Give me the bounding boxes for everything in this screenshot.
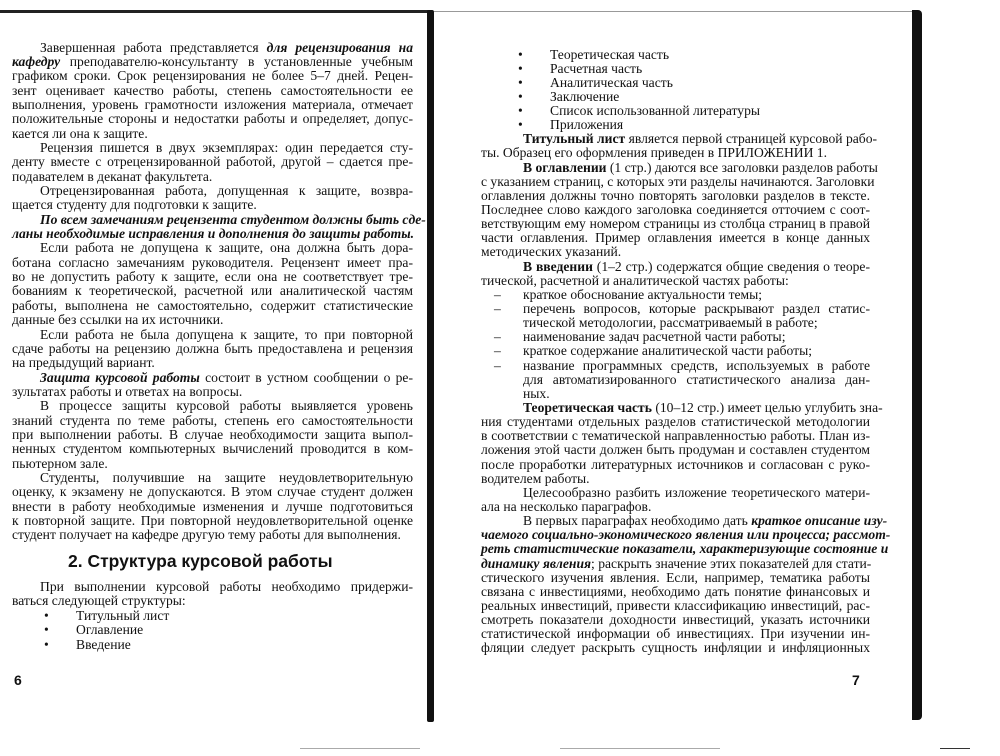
text-segment: щается студенту для подготовки к защите. <box>12 197 257 212</box>
emphasized-text: реть статистические показатели, характеризующие состояние и <box>481 541 889 556</box>
text-segment: тической, расчетной и аналитической частях работы: <box>481 273 789 288</box>
text-line <box>12 68 413 83</box>
text-segment: Если работа не допущена к защите, она должна быть дора- <box>40 240 413 255</box>
text-segment: (10–12 стр.) имеет целью углубить зна- <box>651 400 883 415</box>
text-segment: оглавления должны точно повторять заголовки разделов в тексте. <box>481 188 870 203</box>
text-line <box>12 83 413 98</box>
text-segment: пьютерном зале. <box>12 456 108 471</box>
text-line <box>40 183 413 198</box>
text-segment: студент получает на кафедре другую тему работы для выполнения. <box>12 527 401 542</box>
text-line <box>12 255 413 270</box>
text-line <box>40 240 413 255</box>
text-segment: оценку, к экзамену не допускаются. В этом случае студент должен <box>12 484 413 499</box>
text-segment: ала на несколько параграфов. <box>481 499 652 514</box>
text-line <box>12 197 413 212</box>
text-segment: положительные стороны и недостатки работы и определяет, допус- <box>12 111 413 126</box>
page-number: 6 <box>14 672 22 688</box>
text-segment: ваться следующей структуры: <box>12 593 186 608</box>
text-line <box>12 283 413 298</box>
text-segment: стического изучения явления. Если, например, тематика работы <box>481 570 870 585</box>
text-segment: реальных инвестиций, привести классификацию инвестиций, рас- <box>481 598 870 613</box>
text-segment: ненных студентом компьютерных вычислений проводится в ком- <box>12 441 413 456</box>
text-line <box>481 598 870 613</box>
bullet-icon: • <box>518 117 523 132</box>
text-line <box>12 298 413 313</box>
text-segment: Аналитическая часть <box>550 75 673 90</box>
text-segment: В первых параграфах необходимо дать <box>523 513 752 528</box>
text-line <box>481 570 870 585</box>
text-line <box>481 541 889 556</box>
emphasized-text: Титульный лист <box>523 131 626 146</box>
text-segment: ных. <box>523 386 550 401</box>
text-line <box>12 154 413 169</box>
bullet-icon: • <box>44 622 49 637</box>
text-segment: денту вместе с отрецензированной работой, другой – сдается пре- <box>12 154 413 169</box>
text-line <box>523 160 878 175</box>
text-segment: В процессе защиты курсовой работы выявляется уровень <box>40 398 413 413</box>
bullet-icon: • <box>44 608 49 623</box>
section-heading: 2. Структура курсовой работы <box>68 551 333 571</box>
list-item <box>494 358 870 373</box>
text-segment: Приложения <box>550 117 624 132</box>
text-segment: ния студентами отдельных разделов статистической методологии <box>481 414 870 429</box>
text-line <box>40 212 426 227</box>
list-item <box>518 103 870 118</box>
text-segment: смотреть показатели доходности инвестиций, указать источники <box>481 612 870 627</box>
text-line <box>481 457 870 472</box>
emphasized-text: В введении <box>523 259 593 274</box>
text-segment: подавателем в деканат факультета. <box>12 169 213 184</box>
text-line <box>12 169 413 184</box>
text-segment: кается ли она к защите. <box>12 126 148 141</box>
text-line <box>481 273 870 288</box>
text-line <box>12 226 413 241</box>
text-segment: Титульный лист <box>76 608 170 623</box>
text-line <box>523 386 870 401</box>
dash-icon: – <box>494 343 501 358</box>
text-segment: Список использованной литературы <box>550 103 761 118</box>
text-segment: бованиям к теоретической, расчетной или аналитической частям <box>12 283 413 298</box>
text-segment: фляции следует раскрыть сущность инфляции и инфляционных <box>481 640 870 655</box>
bullet-icon: • <box>518 61 523 76</box>
text-line <box>523 372 870 387</box>
text-segment: является первой страницей курсовой рабо- <box>625 131 878 146</box>
page-number: 7 <box>852 672 860 688</box>
text-line <box>481 584 870 599</box>
text-segment: Завершенная работа представляется <box>40 40 267 55</box>
text-segment: при выполнении работы. В случае необходимости защита выпол- <box>12 427 413 442</box>
text-line <box>12 593 413 608</box>
text-line <box>12 126 413 141</box>
text-segment: Отрецензированная работа, допущенная к защите, возвра- <box>40 183 413 198</box>
list-item <box>494 343 870 358</box>
text-line <box>481 202 870 217</box>
text-segment: на предыдущий вариант. <box>12 355 155 370</box>
text-segment: наименование задач расчетной части работы; <box>523 329 786 344</box>
text-segment: статистической информации об инвестициях. При изучении ин- <box>481 626 870 641</box>
emphasized-text: кафедру <box>12 54 61 69</box>
text-line <box>40 140 413 155</box>
text-line <box>481 527 891 542</box>
list-item <box>494 301 870 316</box>
text-line <box>40 327 413 342</box>
text-line <box>481 442 870 457</box>
right-page <box>434 0 924 756</box>
list-item <box>44 622 413 637</box>
text-segment: части оглавления. Пример оглавления имеется в конце данных <box>481 230 870 245</box>
text-line <box>12 355 413 370</box>
text-line <box>40 579 413 594</box>
text-segment: краткое обоснование актуальности темы; <box>523 287 763 302</box>
text-line <box>12 269 413 284</box>
bullet-icon: • <box>44 637 49 652</box>
text-segment: внести в работу необходимые изменения и лучше подготовиться <box>12 499 413 514</box>
emphasized-text: Защита курсовой работы <box>40 370 200 385</box>
emphasized-text: В оглавлении <box>523 160 607 175</box>
text-segment: Целесообразно разбить изложение теоретического матери- <box>523 485 870 500</box>
bullet-icon: • <box>518 89 523 104</box>
text-segment: При выполнении курсовой работы необходимо придержи- <box>40 579 413 594</box>
dash-icon: – <box>494 329 501 344</box>
emphasized-text: Теоретическая часть <box>523 400 652 415</box>
text-segment: Студенты, получившие на защите неудовлетворительную <box>40 470 413 485</box>
text-segment: Введение <box>76 637 131 652</box>
text-line <box>12 312 413 327</box>
text-line <box>40 398 413 413</box>
bullet-icon: • <box>518 47 523 62</box>
text-line <box>481 626 870 641</box>
text-segment: после проработки литературных источников и согласован с руко- <box>481 457 870 472</box>
emphasized-text: для рецензирования на <box>266 40 413 55</box>
text-line <box>481 216 870 231</box>
text-segment: краткое содержание аналитической части работы; <box>523 343 813 358</box>
text-segment: к повторной защите. При повторной неудовлетворительной оценке <box>12 513 413 528</box>
text-line <box>481 612 870 627</box>
text-line <box>523 315 870 330</box>
text-segment: во не допустить работу к защите, если она не соответствует тре- <box>12 269 413 284</box>
text-line <box>12 54 413 69</box>
text-segment: графиком сроки. Срок рецензирования не более 5–7 дней. Рецен- <box>12 68 413 83</box>
text-line <box>481 471 870 486</box>
text-segment: Теоретическая часть <box>550 47 670 62</box>
book-spine <box>427 10 434 722</box>
text-segment: Расчетная часть <box>550 61 643 76</box>
emphasized-text: чаемого социально-экономического явления или процесса; рассмот- <box>481 527 891 542</box>
scan-artifact <box>940 748 970 749</box>
text-line <box>481 414 870 429</box>
emphasized-text: динамику явления <box>481 556 592 571</box>
emphasized-text: краткое описание изу- <box>751 513 888 528</box>
text-segment: Рецензия пишется в двух экземплярах: один передается сту- <box>40 140 413 155</box>
text-line <box>12 341 413 356</box>
text-line <box>12 484 413 499</box>
text-segment: тической методологии, рассматриваемый в работе; <box>523 315 818 330</box>
list-item <box>494 287 870 302</box>
list-item <box>518 47 870 62</box>
text-segment: название программных средств, используемых в работе <box>523 358 870 373</box>
text-line <box>12 527 413 542</box>
text-segment: Оглавление <box>76 622 144 637</box>
text-segment: связана с инвестициями, необходимо дать понятие финансовых и <box>481 584 870 599</box>
text-segment: ложения этой части должен быть продуман и составлен студентом <box>481 442 870 457</box>
text-line <box>40 40 413 55</box>
text-line <box>12 456 413 471</box>
text-line <box>523 259 870 274</box>
text-segment: перечень вопросов, которые раскрывают раздел статис- <box>523 301 870 316</box>
bullet-icon: • <box>518 103 523 118</box>
text-segment: работы, выполнена не самостоятельно, содержит статистические <box>12 298 413 313</box>
text-segment: Заключение <box>550 89 620 104</box>
text-line <box>481 428 870 443</box>
emphasized-text: По всем замечаниям рецензента студентом должны быть сде- <box>40 212 426 227</box>
text-segment: Если работа не была допущена к защите, то при повторной <box>40 327 413 342</box>
text-segment: водителем работы. <box>481 471 590 486</box>
text-line <box>481 556 870 571</box>
text-line <box>523 400 883 415</box>
list-item <box>44 637 413 652</box>
text-line <box>12 441 413 456</box>
text-line <box>481 145 870 160</box>
text-line <box>481 499 870 514</box>
text-line <box>12 97 413 112</box>
text-line <box>12 384 413 399</box>
text-segment: зультатах работы и ответах на вопросы. <box>12 384 243 399</box>
list-item <box>518 75 870 90</box>
text-line <box>523 131 878 146</box>
text-segment: (1 стр.) даются все заголовки разделов работы <box>606 160 878 175</box>
text-segment: с указанием страниц, с которых эти разделы начинаются. Заголовки <box>481 174 875 189</box>
text-line <box>12 499 413 514</box>
list-item <box>44 608 413 623</box>
text-segment: ветствующим ему номером страницы из столбца страниц в правой <box>481 216 870 231</box>
text-line <box>481 244 870 259</box>
dash-icon: – <box>494 358 501 373</box>
emphasized-text: ланы необходимые исправления и дополнения до защиты работы. <box>12 226 415 241</box>
text-line <box>481 188 870 203</box>
text-segment: методических указаний. <box>481 244 622 259</box>
text-segment: ботана согласно замечаниям руководителя. Рецензент имеет пра- <box>12 255 413 270</box>
bullet-icon: • <box>518 75 523 90</box>
text-line <box>523 513 888 528</box>
text-segment: ты. Образец его оформления приведен в ПРИЛОЖЕНИИ 1. <box>481 145 827 160</box>
list-item <box>518 117 870 132</box>
text-line <box>40 470 413 485</box>
text-line <box>12 111 413 126</box>
text-segment: знаний студента по теме работы, степень его самостоятельности <box>12 413 413 428</box>
text-segment: состоит в устном сообщении о ре- <box>199 370 413 385</box>
text-segment: зент оценивает качество работы, степень самостоятельности ее <box>12 83 413 98</box>
left-page <box>0 0 428 756</box>
text-line <box>523 485 870 500</box>
text-segment: преподавателю-консультанту в установленные учебным <box>60 54 413 69</box>
text-segment: ; раскрыть значение этих показателей для стати- <box>591 556 872 571</box>
list-item <box>518 61 870 76</box>
text-line <box>12 427 413 442</box>
text-segment: (1–2 стр.) содержатся общие сведения о теоре- <box>592 259 870 274</box>
text-segment: данные без ссылки на их источники. <box>12 312 224 327</box>
dash-icon: – <box>494 301 501 316</box>
text-segment: Последнее слово каждого заголовка соединяется отточием с соот- <box>481 202 870 217</box>
text-segment: в соответствии с тематической направленностью работы. План из- <box>481 428 870 443</box>
text-line <box>12 513 413 528</box>
text-segment: для автоматизированного статистического анализа дан- <box>523 372 870 387</box>
text-line <box>12 413 413 428</box>
text-segment: выполнения, уровень грамотности изложения материала, отмечает <box>12 97 413 112</box>
text-line <box>481 640 870 655</box>
list-item <box>494 329 870 344</box>
dash-icon: – <box>494 287 501 302</box>
text-line <box>481 230 870 245</box>
list-item <box>518 89 870 104</box>
text-segment: сдаче работы на рецензию должна быть предоставлена и рецензия <box>12 341 413 356</box>
text-line <box>481 174 875 189</box>
text-line <box>40 370 413 385</box>
